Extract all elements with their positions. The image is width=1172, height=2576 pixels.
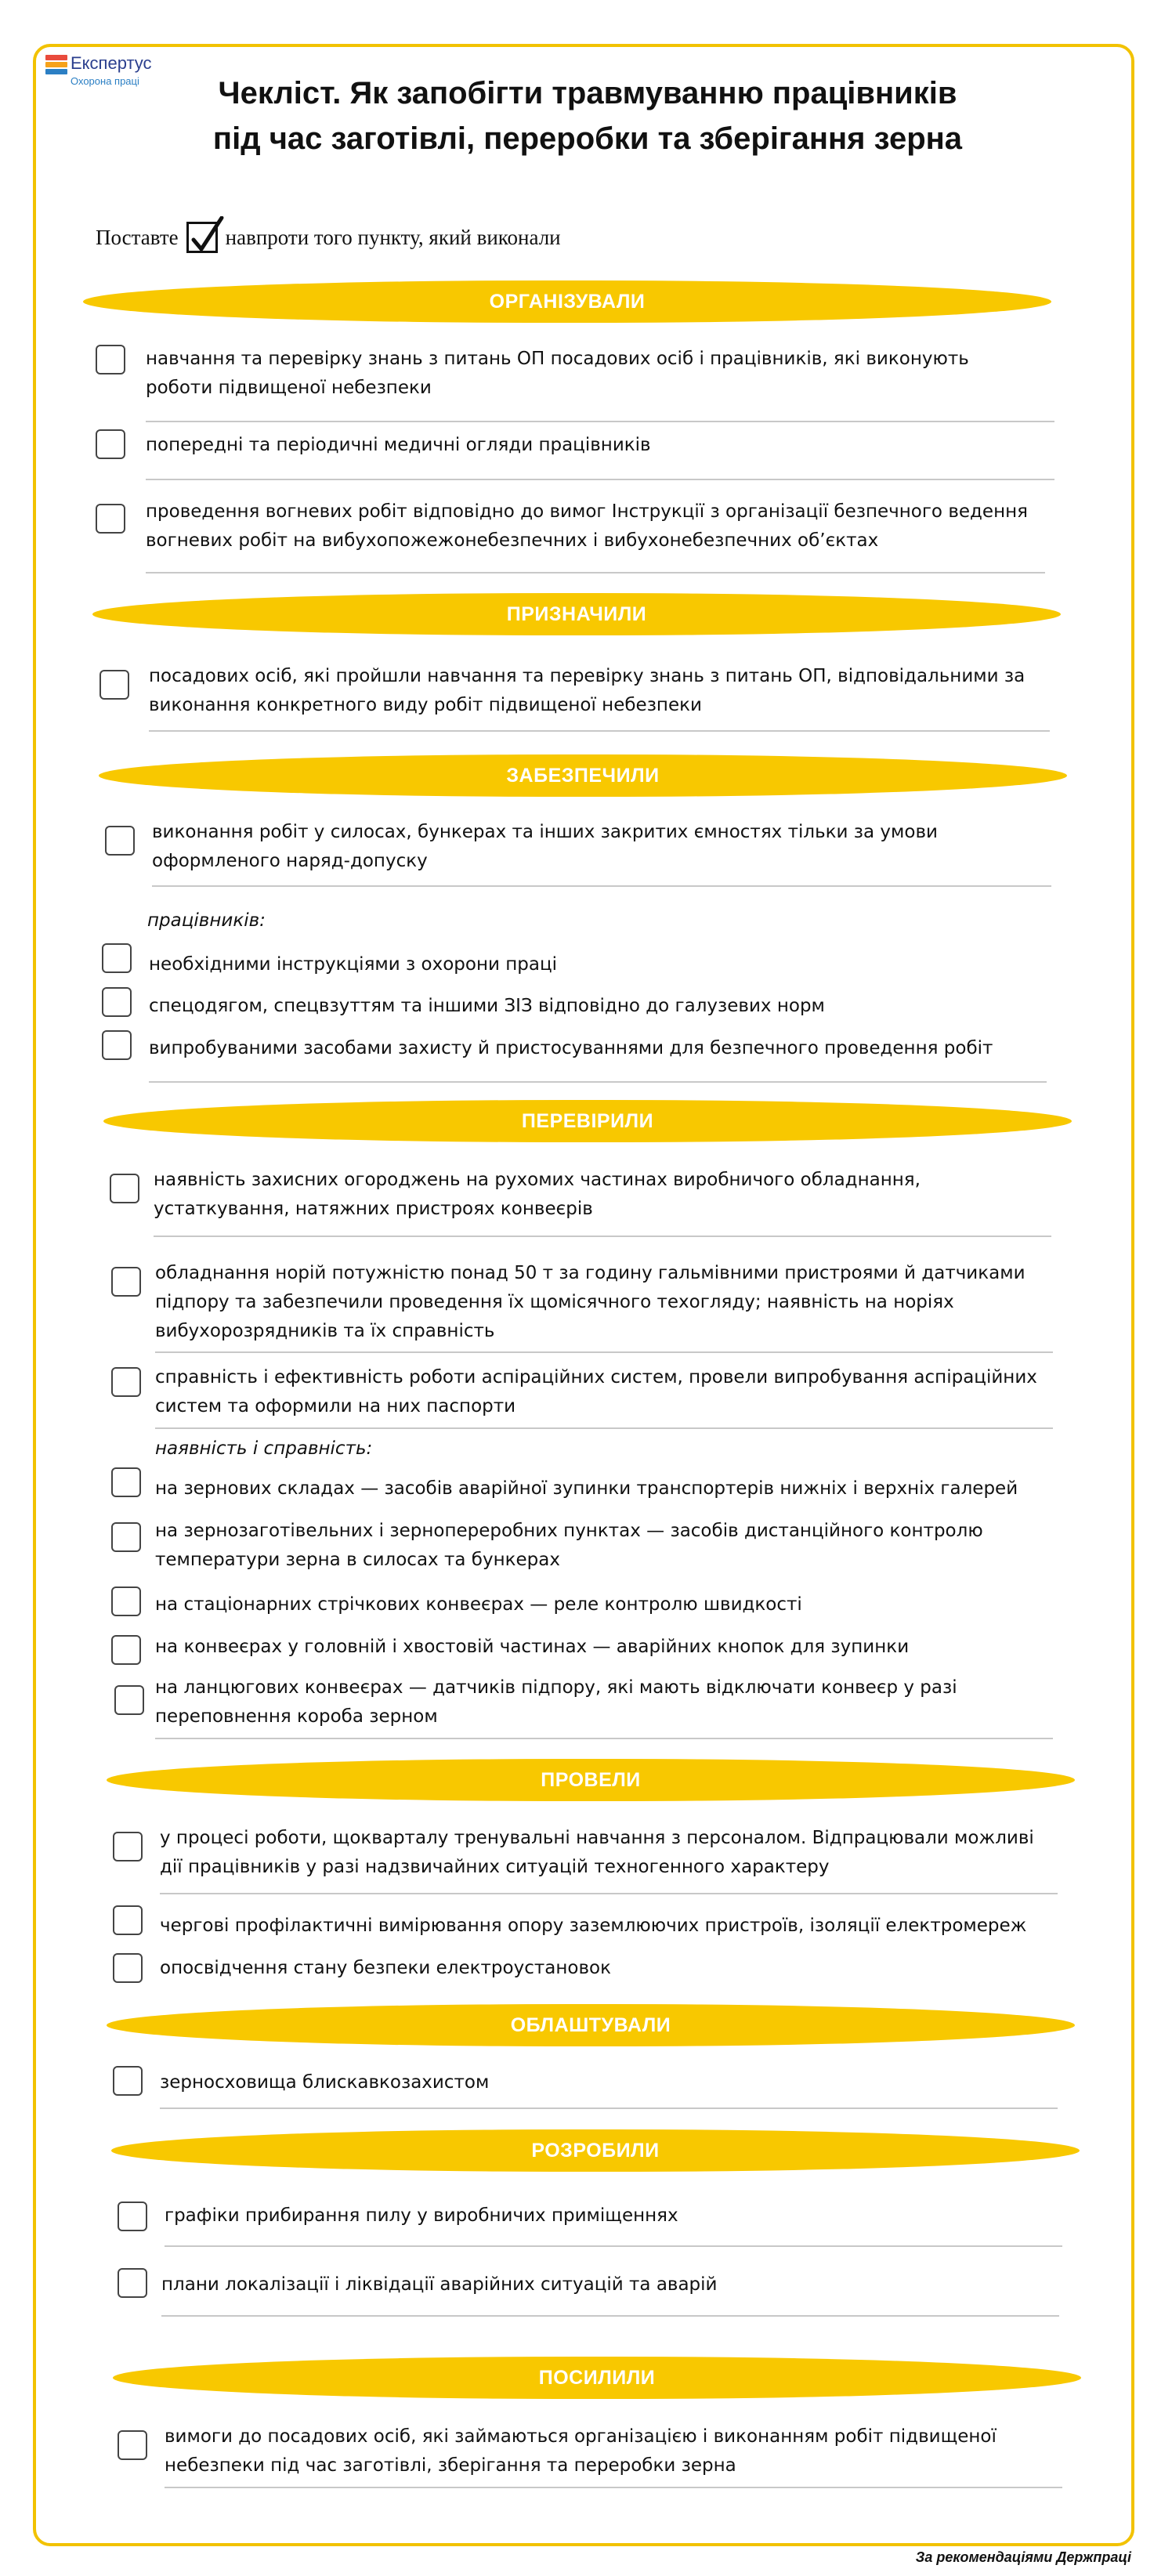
checklist-item: спецодягом, спецвзуттям та іншими ЗІЗ відповідно до галузевих норм: [149, 996, 825, 1016]
page-title-line-1: Чекліст. Як запобігти травмуванню працівників: [218, 76, 957, 110]
instruction-after: навпроти того пункту, який виконали: [225, 225, 561, 249]
checklist-item: зерносховища блискавкозахистом: [160, 2072, 490, 2093]
checkbox[interactable]: [111, 1367, 141, 1397]
checklist-item: на зернозаготівельних і зернопереробних пунктах — засобів дистанційного контролю температури зерна в силосах та бункерах: [155, 1521, 983, 1570]
item-divider: [155, 1351, 1053, 1353]
item-divider: [155, 1427, 1053, 1429]
checklist-item: у процесі роботи, щокварталу тренувальні навчання з персоналом. Відпрацювали можливі дії працівників у разі надзвичайних ситуацій техногенного характеру: [160, 1828, 1034, 1877]
checklist-item: чергові профілактичні вимірювання опору заземлюючих пристроїв, ізоляції електромереж: [160, 1916, 1027, 1936]
checkmark-icon: [186, 222, 218, 253]
section-subheading: наявність і справність:: [155, 1438, 373, 1459]
checkbox[interactable]: [110, 1174, 139, 1203]
source-note: За рекомендаціями Держпраці: [915, 2549, 1131, 2565]
checkbox[interactable]: [102, 1030, 132, 1060]
section-heading-conducted: ПРОВЕЛИ: [107, 1759, 1075, 1801]
section-heading-checked: ПЕРЕВІРИЛИ: [103, 1100, 1072, 1142]
item-divider: [149, 1081, 1047, 1083]
checklist-item: вимоги до посадових осіб, які займаються організацією і виконанням робіт підвищеної небезпеки під час заготівлі, зберігання та переробки зерна: [165, 2426, 997, 2476]
checklist-item: на зернових складах — засобів аварійної зупинки транспортерів нижніх і верхніх галерей: [155, 1478, 1018, 1499]
section-heading-appointed: ПРИЗНАЧИЛИ: [92, 593, 1061, 635]
section-heading-developed: РОЗРОБИЛИ: [111, 2129, 1080, 2172]
item-divider: [165, 2487, 1062, 2488]
checklist-item: справність і ефективність роботи аспіраційних систем, провели випробування аспіраційних систем та оформили на них паспорти: [155, 1367, 1037, 1416]
section-subheading: працівників:: [147, 910, 266, 931]
logo-subtitle: Охорона праці: [71, 75, 139, 87]
checkbox[interactable]: [113, 1953, 143, 1983]
checklist-item: опосвідчення стану безпеки електроустановок: [160, 1958, 611, 1978]
checkbox[interactable]: [118, 2268, 147, 2298]
checkbox[interactable]: [113, 1832, 143, 1861]
checklist-item: плани локалізації і ліквідації аварійних ситуацій та аварій: [161, 2274, 718, 2295]
checkbox[interactable]: [113, 2066, 143, 2096]
checkbox[interactable]: [96, 504, 125, 534]
checkbox[interactable]: [113, 1905, 143, 1935]
item-divider: [160, 1893, 1058, 1894]
checklist-item: посадових осіб, які пройшли навчання та перевірку знань з питань ОП, відповідальними за виконання конкретного виду робіт підвищеної небезпеки: [149, 666, 1026, 715]
checklist-item: графіки прибирання пилу у виробничих приміщеннях: [165, 2205, 678, 2226]
checkbox[interactable]: [96, 429, 125, 459]
logo-stripes-icon: [45, 55, 67, 78]
logo-brand: Експертус: [71, 53, 152, 73]
checkbox[interactable]: [99, 670, 129, 700]
section-heading-organized: ОРГАНІЗУВАЛИ: [83, 280, 1051, 323]
section-heading-strengthened: ПОСИЛИЛИ: [113, 2357, 1081, 2399]
item-divider: [149, 730, 1050, 732]
item-divider: [161, 2315, 1059, 2317]
checkbox[interactable]: [111, 1586, 141, 1616]
checkbox[interactable]: [111, 1467, 141, 1497]
checkbox[interactable]: [118, 2202, 147, 2231]
checkbox[interactable]: [111, 1635, 141, 1665]
instruction-before: Поставте: [96, 225, 179, 249]
item-divider: [146, 572, 1045, 573]
checkbox[interactable]: [111, 1267, 141, 1297]
item-divider: [160, 2107, 1058, 2109]
checkbox[interactable]: [111, 1522, 141, 1552]
section-heading-equipped: ОБЛАШТУВАЛИ: [107, 2004, 1075, 2046]
checklist-item: на стаціонарних стрічкових конвеєрах — реле контролю швидкості: [155, 1594, 802, 1615]
checklist-item: виконання робіт у силосах, бункерах та інших закритих ємностях тільки за умови оформленого наряд-допуску: [152, 822, 938, 871]
checklist-item: попередні та періодичні медичні огляди працівників: [146, 435, 651, 455]
item-divider: [165, 2245, 1062, 2247]
checklist-item: наявність захисних огороджень на рухомих частинах виробничого обладнання, устаткування, натяжних пристроях конвеєрів: [154, 1170, 921, 1219]
page-title: [118, 71, 1058, 161]
checkbox[interactable]: [102, 987, 132, 1017]
section-heading-provided: ЗАБЕЗПЕЧИЛИ: [99, 754, 1067, 797]
checkbox[interactable]: [96, 345, 125, 374]
instruction: [96, 218, 561, 257]
page-title-line-2: під час заготівлі, переробки та зберігання зерна: [212, 121, 963, 156]
checkbox[interactable]: [102, 943, 132, 973]
item-divider: [154, 1236, 1051, 1237]
checkbox[interactable]: [118, 2430, 147, 2460]
checklist-item: навчання та перевірку знань з питань ОП посадових осіб і працівників, які виконують роботи підвищеної небезпеки: [146, 349, 969, 398]
checklist-item: обладнання норій потужністю понад 50 т за годину гальмівними пристроями й датчиками підпору та забезпечили проведення їх щомісячного техогляду; наявність на норіях вибухорозрядників та їх справність: [155, 1263, 1026, 1341]
checklist-item: випробуваними засобами захисту й пристосуваннями для безпечного проведення робіт: [149, 1038, 993, 1058]
checklist-item: необхідними інструкціями з охорони праці: [149, 954, 558, 975]
checklist-item: на конвеєрах у головній і хвостовій частинах — аварійних кнопок для зупинки: [155, 1637, 910, 1657]
item-divider: [146, 479, 1054, 480]
checklist-item: на ланцюгових конвеєрах — датчиків підпору, які мають відключати конвеєр у разі переповнення короба зерном: [155, 1677, 957, 1727]
checkbox[interactable]: [114, 1685, 144, 1715]
item-divider: [146, 421, 1054, 422]
checklist-item: проведення вогневих робіт відповідно до вимог Інструкції з організації безпечного ведення вогневих робіт на вибухопожежонебезпечних і вибухонебезпечних об’єктах: [146, 501, 1028, 551]
checkbox[interactable]: [105, 826, 135, 856]
item-divider: [152, 885, 1051, 887]
item-divider: [155, 1738, 1053, 1739]
